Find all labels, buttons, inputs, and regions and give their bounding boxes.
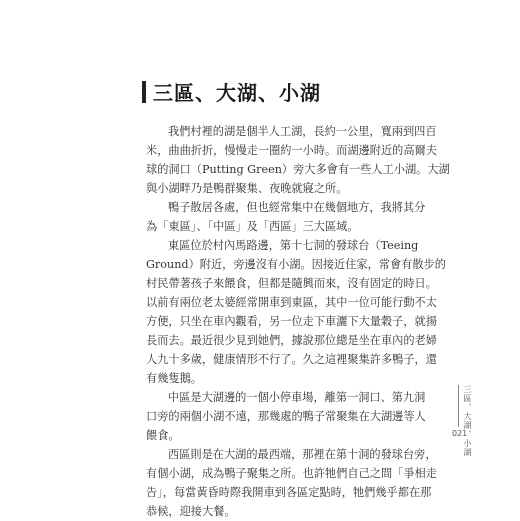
running-header: 三區、大湖、小湖 (463, 385, 472, 457)
text-line: 村民帶著孩子來餵食，但都是隨興而來，沒有固定的時日。 (146, 277, 437, 290)
page-number: 021 (452, 429, 468, 438)
title-bar-decoration (142, 81, 146, 103)
text-line: 球的洞口（Putting Green）旁大多會有一些人工小湖。大湖 (146, 163, 450, 176)
text-line: 與小湖畔乃是鴨群聚集、夜晚就寢之所。 (146, 182, 348, 195)
paragraph (146, 388, 426, 445)
text-line: 告」，每當黃昏時際我開車到各區定點時，牠們幾乎都在那 (146, 486, 432, 499)
text-line: Ground）附近，旁邊沒有小湖。因接近住家，常會有散步的 (146, 258, 446, 271)
chapter-title-text: 三區、大湖、小湖 (153, 81, 321, 105)
text-line: 我們村裡的湖是個半人工湖，長約一公里，寬兩到四百 (168, 125, 437, 138)
text-line: 中區是大湖邊的一個小停車場，離第一洞口、第九洞 (168, 391, 426, 404)
text-line: 以前有兩位老太婆經常開車到東區，其中一位可能行動不太 (146, 296, 437, 309)
text-line: 為「東區」、「中區」及「西區」三大區域。 (146, 220, 359, 233)
paragraph (146, 198, 426, 236)
text-line: 鴨子散居各處，但也經常集中在幾個地方，我將其分 (168, 201, 426, 214)
text-line: 有個小湖，成為鴨子聚集之所。也許牠們自己之間「爭相走 (146, 467, 437, 480)
body-text (146, 122, 450, 521)
text-line: 西區則是在大湖的最西端，那裡在第十洞的發球台旁， (168, 448, 437, 461)
text-line: 人九十多歲，健康情形不行了。久之這裡聚集許多鴨子，還 (146, 353, 437, 366)
chapter-title (142, 77, 321, 106)
text-line: 米，曲曲折折，慢慢走一圈約一小時。而湖邊附近的高爾夫 (146, 144, 437, 157)
side-divider (458, 385, 459, 427)
text-line: 有幾隻鵝。 (146, 372, 202, 385)
paragraph (146, 122, 450, 198)
paragraph (146, 445, 437, 521)
text-line: 餵食。 (146, 429, 180, 442)
paragraph (146, 236, 446, 388)
text-line: 方便，只坐在車內觀看，另一位走下車灑下大量穀子，就揚 (146, 315, 437, 328)
text-line: 恭候，迎接大餐。 (146, 505, 236, 518)
text-line: 口旁的兩個小湖不遠，那幾處的鴨子常聚集在大湖邊等人 (146, 410, 426, 423)
text-line: 東區位於村內馬路邊，第十七洞的發球台（Teeing (168, 239, 419, 252)
text-line: 長而去。最近很少見到她們，據說那位總是坐在車內的老婦 (146, 334, 437, 347)
